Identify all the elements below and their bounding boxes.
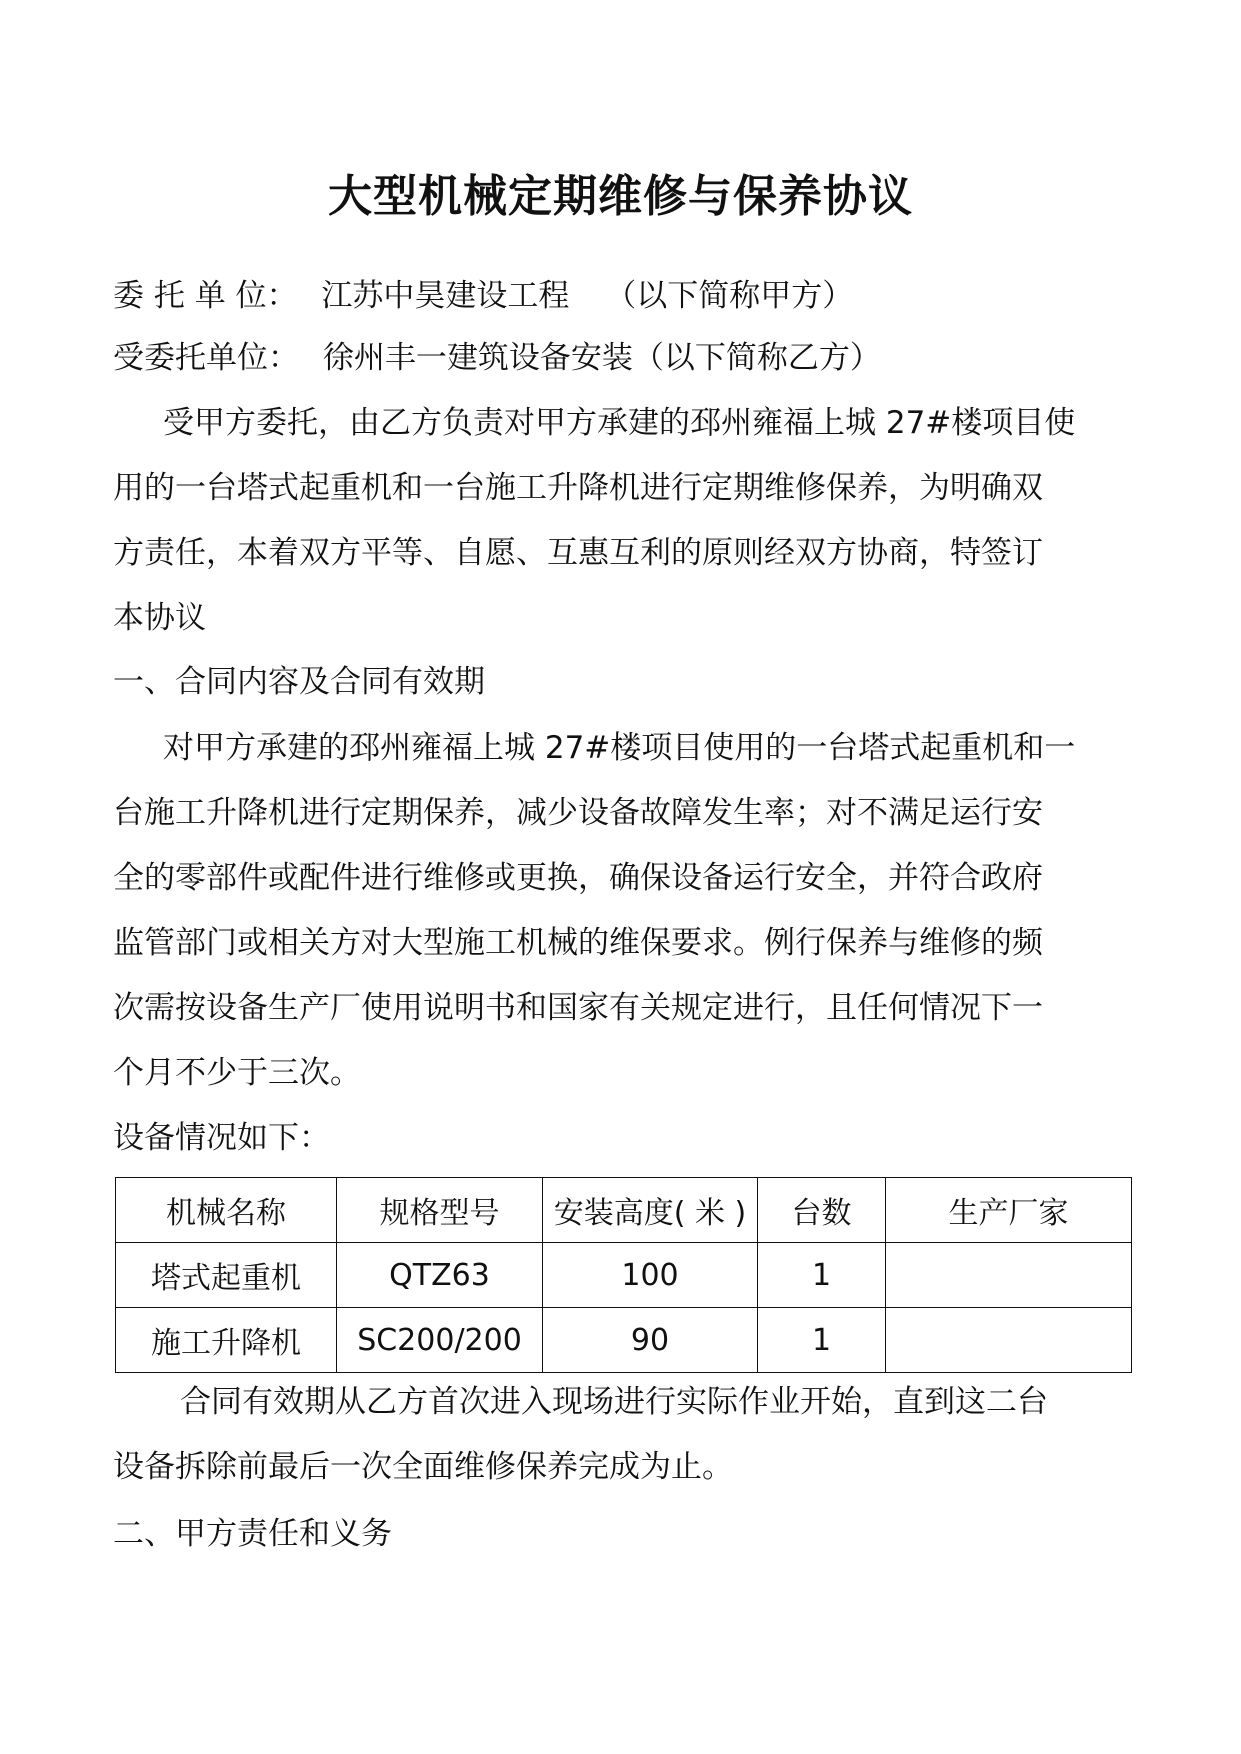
cell-install-height: 100	[543, 1243, 758, 1308]
equipment-table	[115, 1177, 1132, 1373]
intro-line-4: 本协议	[113, 600, 206, 636]
validity-line-1: 合同有效期从乙方首次进入现场进行实际作业开始，直到这二台	[180, 1384, 1048, 1420]
intro-line-3: 方责任，本着双方平等、自愿、互惠互利的原则经双方协商，特签订	[113, 535, 1043, 571]
section1-line-1: 对甲方承建的邳州雍福上城 27#楼项目使用的一台塔式起重机和一	[163, 730, 1076, 766]
section1-line-2: 台施工升降机进行定期保养，减少设备故障发生率；对不满足运行安	[113, 795, 1043, 831]
client-label: 委 托 单 位：	[113, 278, 298, 314]
table-row	[116, 1308, 1132, 1373]
header-machine-name: 机械名称	[116, 1178, 337, 1243]
header-manufacturer: 生产厂家	[886, 1178, 1132, 1243]
equipment-intro: 设备情况如下：	[113, 1120, 330, 1156]
section1-line-6: 个月不少于三次。	[113, 1055, 361, 1091]
intro-line-1: 受甲方委托，由乙方负责对甲方承建的邳州雍福上城 27#楼项目使	[163, 405, 1076, 441]
cell-quantity: 1	[758, 1308, 886, 1373]
table-header-row	[116, 1178, 1132, 1243]
contractor-line	[113, 340, 1133, 377]
cell-machine-name: 施工升降机	[116, 1308, 337, 1373]
header-model: 规格型号	[337, 1178, 543, 1243]
section1-line-5: 次需按设备生产厂使用说明书和国家有关规定进行，且任何情况下一	[113, 990, 1043, 1026]
section1-line-3: 全的零部件或配件进行维修或更换，确保设备运行安全，并符合政府	[113, 860, 1043, 896]
document-title: 大型机械定期维修与保养协议	[328, 171, 913, 222]
cell-install-height: 90	[543, 1308, 758, 1373]
contractor-label: 受委托单位：	[113, 340, 299, 376]
intro-line-2: 用的一台塔式起重机和一台施工升降机进行定期维修保养，为明确双	[113, 470, 1043, 506]
section1-line-4: 监管部门或相关方对大型施工机械的维保要求。例行保养与维修的频	[113, 925, 1043, 961]
cell-manufacturer	[886, 1243, 1132, 1308]
table-row	[116, 1243, 1132, 1308]
validity-line-2: 设备拆除前最后一次全面维修保养完成为止。	[113, 1449, 733, 1485]
section1-heading: 一、合同内容及合同有效期	[113, 664, 485, 700]
client-name: 江苏中昊建设工程	[321, 278, 570, 314]
cell-manufacturer	[886, 1308, 1132, 1373]
client-line	[113, 278, 1133, 315]
header-install-height: 安装高度( 米 )	[543, 1178, 758, 1243]
cell-model: SC200/200	[337, 1308, 543, 1373]
section2-heading: 二、甲方责任和义务	[113, 1516, 392, 1552]
contractor-name: 徐州丰一建筑设备安装（以下简称乙方）	[322, 340, 881, 376]
header-quantity: 台数	[758, 1178, 886, 1243]
cell-quantity: 1	[758, 1243, 886, 1308]
cell-model: QTZ63	[337, 1243, 543, 1308]
cell-machine-name: 塔式起重机	[116, 1243, 337, 1308]
client-note: （以下简称甲方）	[605, 278, 854, 314]
